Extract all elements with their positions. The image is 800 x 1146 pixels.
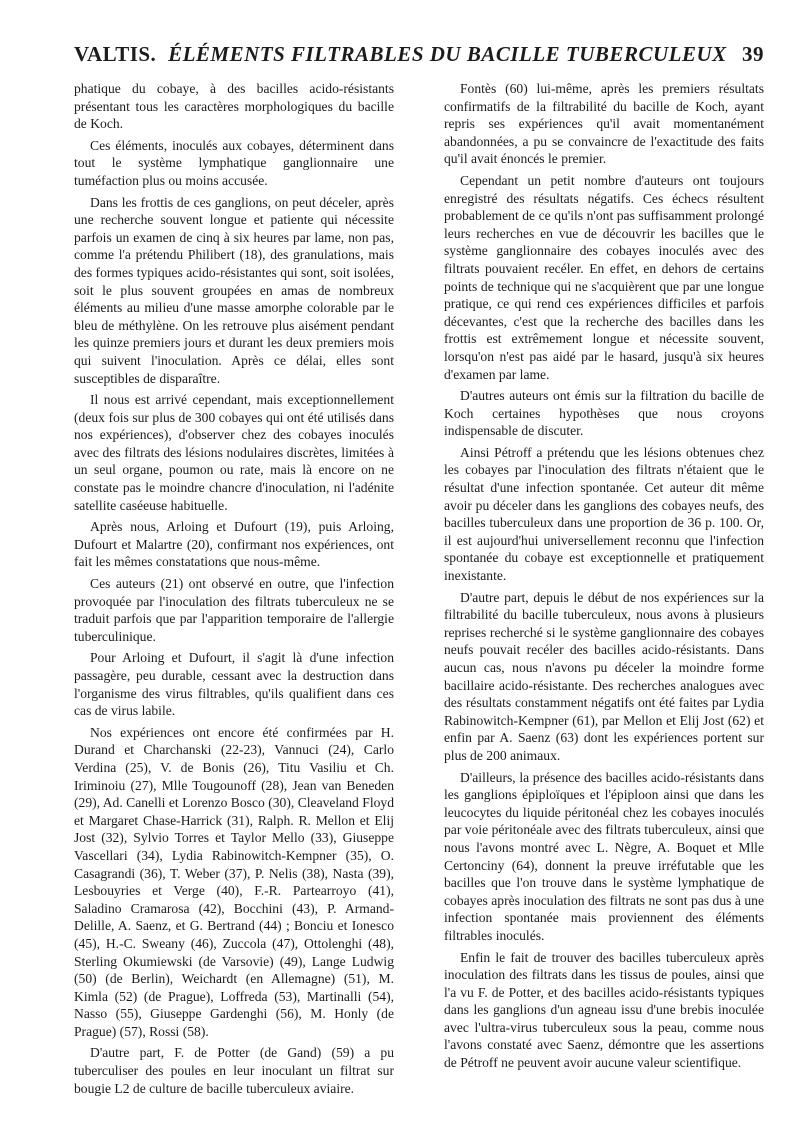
paragraph: Ainsi Pétroff a prétendu que les lésions obtenues chez les cobayes par l'inoculation des filtrats n'étaient que le résultat d'une infection spontanée. Cet auteur dit même avoir pu déceler dans les ganglions des cobayes neufs, des bacilles tuberculeux dans une proportion de 36 p. 100. Or, il est aujourd'hui universellement reconnu que l'infection spontanée du cobaye est exceptionnelle et pratiquement inexistante. (444, 444, 764, 584)
paragraph: Enfin le fait de trouver des bacilles tuberculeux après inoculation des filtrats dans les tissus de poules, ainsi que l'a vu F. de Potter, et des bacilles acido-résistants typiques dans les ganglions d'un agneau issu d'une brebis inoculée avec l'ultra-virus tuberculeux sous la peau, comme nous l'avons constaté avec Saenz, démontre que les assertions de Pétroff ne peuvent avoir aucune valeur scientifique. (444, 949, 764, 1071)
running-head-title: ÉLÉMENTS FILTRABLES DU BACILLE TUBERCULEUX (168, 42, 727, 66)
running-head-author: VALTIS. (74, 42, 157, 66)
paragraph: Fontès (60) lui-même, après les premiers résultats confirmatifs de la filtrabilité du bacille de Koch, ayant repris ses expériences qu'il avait momentanément abandonnées, a pu se convaincre de l'exactitude des faits qu'il avait énoncés le premier. (444, 81, 764, 167)
paragraph: Cependant un petit nombre d'auteurs ont toujours enregistré des résultats négatifs. Ces échecs résultent probablement de ce qu'ils n'ont pas suffisamment prolongé leurs recherches en vue de découvrir les bacilles que le système ganglionnaire des cobayes inoculés avec des filtrats pouvaient recéler. En effet, en dehors de certains points de technique qui ne s'acquièrent que par une longue pratique, ce qui rend ces expériences difficiles et parfois décevantes, c'est que la recherche des bacilles dans les frottis est extrêmement longue et nécessite souvent, lorsqu'on n'est pas aidé par le hasard, jusqu'à six heures d'examen par lame. (444, 172, 764, 382)
running-head (74, 42, 727, 67)
paragraph: Ces éléments, inoculés aux cobayes, déterminent dans tout le système lymphatique ganglionnaire une tuméfaction plus ou moins accusée. (74, 137, 394, 188)
paragraph: Nos expériences ont encore été confirmées par H. Durand et Charchanski (22-23), Vannuci (24), Carlo Verdina (25), V. de Bonis (26), Titu Vasiliu et Ch. Iriminoiu (27), Mlle Tougounoff (28), Jean van Beneden (29), Ad. Canelli et Lorenzo Bosco (30), Cleaveland Floyd et Margaret Chase-Harrick (31), Ralph. R. Mellon et Elij Jost (32), Sylvio Torres et Taylor Mello (33), Giuseppe Vascellari (34), Lydia Rabinowitch-Kempner (35), O. Casagrandi (36), T. Weber (37), P. Nelis (38), Nasta (39), Lesbouyries et Verge (40), F.-R. Partearroyo (41), Saladino Cramarosa (42), Bocchini (43), P. Armand-Delille, A. Saenz, et G. Bertrand (44) ; Bonciu et Ionesco (45), H.-C. Sweany (46), Zuccola (47), Ottolenghi (48), Sterling Okumiewski (de Varsovie) (49), Lange Ludwig (50) (de Berlin), Weichardt (en Allemagne) (51), M. Kimla (52) (de Prague), Loffreda (53), Martinalli (54), Nasso (55), Giuseppe Gardenghi (56), M. Honly (de Prague) (57), Rossi (58). (74, 724, 394, 1039)
paragraph: D'ailleurs, la présence des bacilles acido-résistants dans les ganglions épiploïques et l'épiploon ainsi que dans les leucocytes du liquide péritonéal chez les cobayes inoculés par voie péritonéale avec des filtrats tuberculeux, ainsi que nous l'avons montré avec L. Nègre, A. Boquet et Mlle Certonciny (64), donnent la preuve irréfutable que les bacilles que l'on trouve dans le système lymphatique de cobayes après inoculation des filtrats ne sont pas dus à une infection spontanée mais proviennent des éléments filtrables inoculés. (444, 769, 764, 943)
page-header (74, 42, 764, 72)
right-column (444, 80, 764, 1101)
paragraph: D'autre part, F. de Potter (de Gand) (59) a pu tuberculiser des poules en leur inoculant un filtrat sur bougie L2 de culture de bacille tuberculeux aviaire. (74, 1045, 394, 1096)
paragraph: Pour Arloing et Dufourt, il s'agit là d'une infection passagère, peu durable, cessant avec la destruction dans l'organisme des virus filtrables, qu'ils qualifient dans ces cas de virus labile. (74, 650, 394, 719)
paragraph: Ces auteurs (21) ont observé en outre, que l'infection provoquée par l'inoculation des filtrats tuberculeux ne se traduit parfois que par l'apparition temporaire de l'allergie tuberculinique. (74, 576, 394, 644)
left-column (74, 80, 394, 1101)
paragraph: D'autres auteurs ont émis sur la filtration du bacille de Koch certaines hypothèses que nous croyons indispensable de discuter. (444, 388, 764, 439)
paragraph: phatique du cobaye, à des bacilles acido-résistants présentant tous les caractères morphologiques du bacille de Koch. (74, 81, 394, 132)
text-columns (74, 80, 764, 1101)
paragraph: D'autre part, depuis le début de nos expériences sur la filtrabilité du bacille tuberculeux, nous avons à plusieurs reprises recherché si le système ganglionnaire des cobayes neufs pouvait recéler des bacilles acido-résistants. Dans aucun cas, nous n'avons pu déceler la moindre forme bacillaire acido-résistante. Des recherches analogues avec des résultats constamment négatifs ont été faites par Lydia Rabinowitch-Kempner (61), par Mellon et Elij Jost (62) et enfin par A. Saenz (63) dont les expériences portent sur plus de 200 animaux. (444, 589, 764, 763)
page-number: 39 (742, 42, 764, 66)
paragraph: Il nous est arrivé cependant, mais exceptionnellement (deux fois sur plus de 300 cobayes qui ont été utilisés dans nos expériences), d'observer chez des cobayes inoculés avec des filtrats des lésions nodulaires discrètes, limitées à un seul organe, poumon ou rate, mais là encore on ne constate pas le moindre chancre d'inoculation, ni l'adénite satellite caséeuse habituelle. (74, 392, 394, 513)
paragraph: Après nous, Arloing et Dufourt (19), puis Arloing, Dufourt et Malartre (20), confirmant nos expériences, ont fait les mêmes constatations que nous-même. (74, 519, 394, 570)
paragraph: Dans les frottis de ces ganglions, on peut déceler, après une recherche souvent longue et patiente qui nécessite parfois un examen de cinq à six heures par lame, non pas, comme l'a prétendu Philibert (18), des granulations, mais des formes typiques acido-résistantes qui sont, soit isolées, soit le plus souvent groupées en amas de nombreux éléments au milieu d'une masse amorphe colorable par le bleu de méthylène. On les retrouve plus aisément pendant les quinze premiers jours et durant les deux premiers mois qui suivent l'inoculation. Après ce délai, elles sont susceptibles de disparaître. (74, 194, 394, 386)
